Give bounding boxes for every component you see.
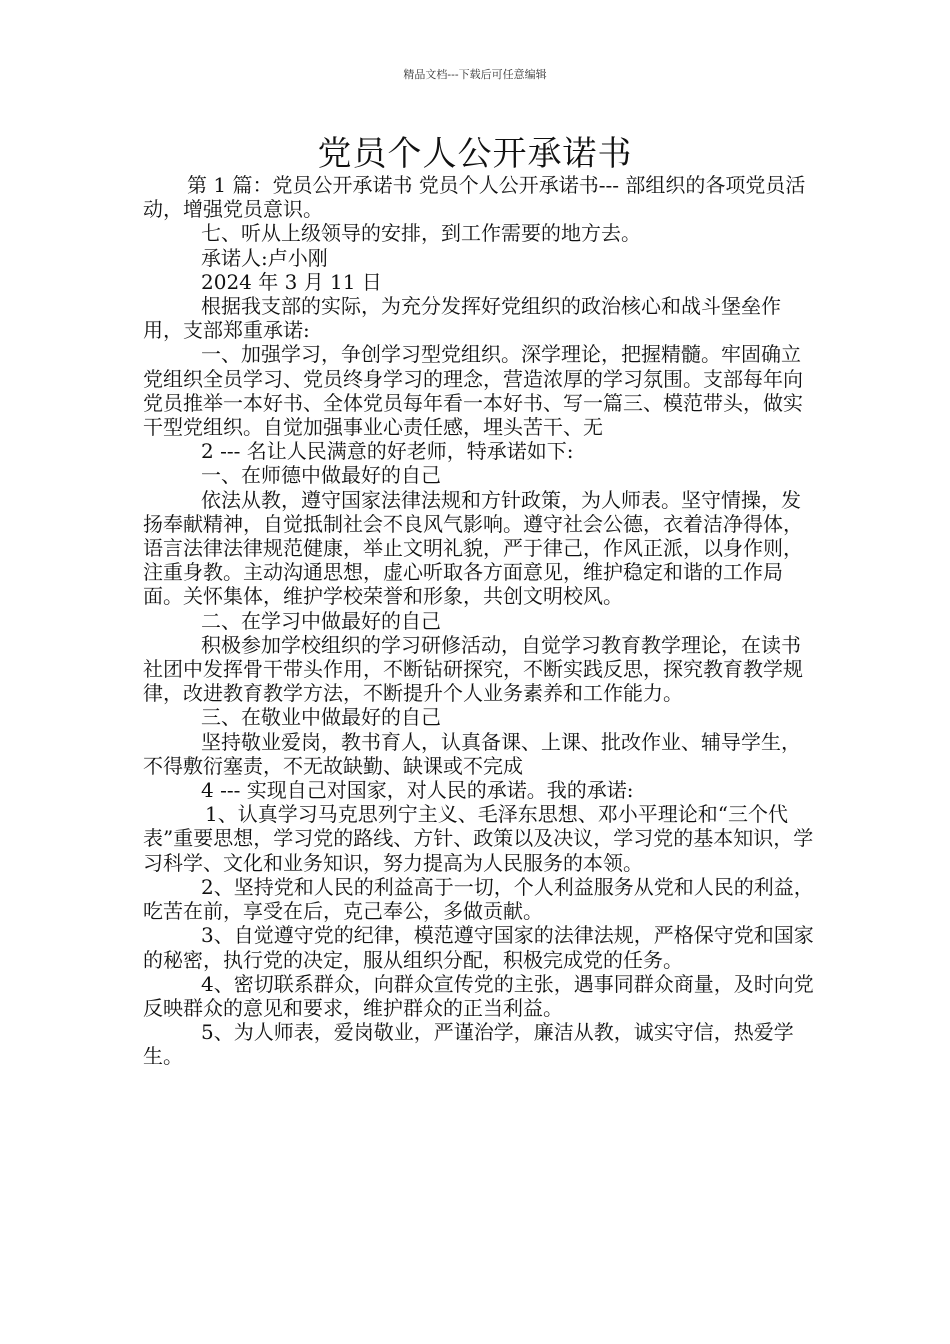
paragraph: 七、听从上级领导的安排，到工作需要的地方去。 bbox=[201, 221, 641, 246]
document-title: 党员个人公开承诺书 bbox=[317, 134, 633, 174]
paragraph: 4、密切联系群众，向群众宣传党的主张，遇事同群众商量，及时向党反映群众的意见和要求，维护群众的正当利益。 bbox=[143, 971, 814, 1020]
paragraph: 根据我支部的实际，为充分发挥好党组织的政治核心和战斗堡垒作用，支部郑重承诺: bbox=[143, 294, 781, 343]
paragraph: 4 --- 实现自己对国家，对人民的承诺。我的承诺: bbox=[201, 778, 634, 803]
document-body bbox=[143, 173, 815, 1069]
paragraph: 一、在师德中做最好的自己 bbox=[201, 463, 441, 488]
page-header: 精品文档---下载后可任意编辑 bbox=[403, 68, 547, 81]
paragraph: 1、认真学习马克思列宁主义、毛泽东思想、邓小平理论和“三个代表”重要思想，学习党的路线、方针、政策以及决议，学习党的基本知识，学习科学、文化和业务知识，努力提高为人民服务的本领。 bbox=[143, 802, 814, 875]
paragraph: 二、在学习中做最好的自己 bbox=[201, 608, 441, 633]
paragraph: 三、在敬业中做最好的自己 bbox=[201, 705, 441, 730]
paragraph: 3、自觉遵守党的纪律，模范遵守国家的法律法规，严格保守党和国家的秘密，执行党的决定，服从组织分配，积极完成党的任务。 bbox=[143, 923, 814, 972]
paragraph: 一、加强学习，争创学习型党组织。深学理论，把握精髓。牢固确立党组织全员学习、党员终身学习的理念，营造浓厚的学习氛围。支部每年向党员推举一本好书、全体党员每年看一本好书、写一篇三、模范带头，做实干型党组织。自觉加强事业心责任感，埋头苦干、无 bbox=[143, 342, 803, 440]
paragraph: 依法从教，遵守国家法律法规和方针政策，为人师表。坚守情操，发扬奉献精神，自觉抵制社会不良风气影响。遵守社会公德，衣着洁净得体，语言法律法律规范健康，举止文明礼貌，严于律己，作风正派，以身作则，注重身教。主动沟通思想，虚心听取各方面意见，维护稳定和谐的工作局面。关怀集体，维护学校荣誉和形象，共创文明校风。 bbox=[143, 487, 803, 609]
paragraph: 2024 年 3 月 11 日 bbox=[201, 269, 382, 294]
paragraph: 承诺人:卢小刚 bbox=[201, 245, 328, 270]
paragraph: 2、坚持党和人民的利益高于一切，个人利益服务从党和人民的利益，吃苦在前，享受在后，克己奉公，多做贡献。 bbox=[143, 874, 814, 924]
paragraph: 5、为人师表，爱岗敬业，严谨治学，廉洁从教，诚实守信，热爱学生。 bbox=[143, 1020, 794, 1069]
paragraph: 第 1 篇：党员公开承诺书 党员个人公开承诺书--- 部组织的各项党员活动，增强党员意识。 bbox=[143, 173, 806, 222]
paragraph: 积极参加学校组织的学习研修活动，自觉学习教育教学理论，在读书社团中发挥骨干带头作用，不断钻研探究，不断实践反思，探究教育教学规律，改进教育教学方法，不断提升个人业务素养和工作能力。 bbox=[143, 632, 803, 706]
paragraph: 2 --- 名让人民满意的好老师，特承诺如下: bbox=[201, 439, 574, 464]
paragraph: 坚持敬业爱岗，教书育人，认真备课、上课、批改作业、辅导学生，不得敷衍塞责，不无故缺勤、缺课或不完成 bbox=[143, 729, 801, 778]
